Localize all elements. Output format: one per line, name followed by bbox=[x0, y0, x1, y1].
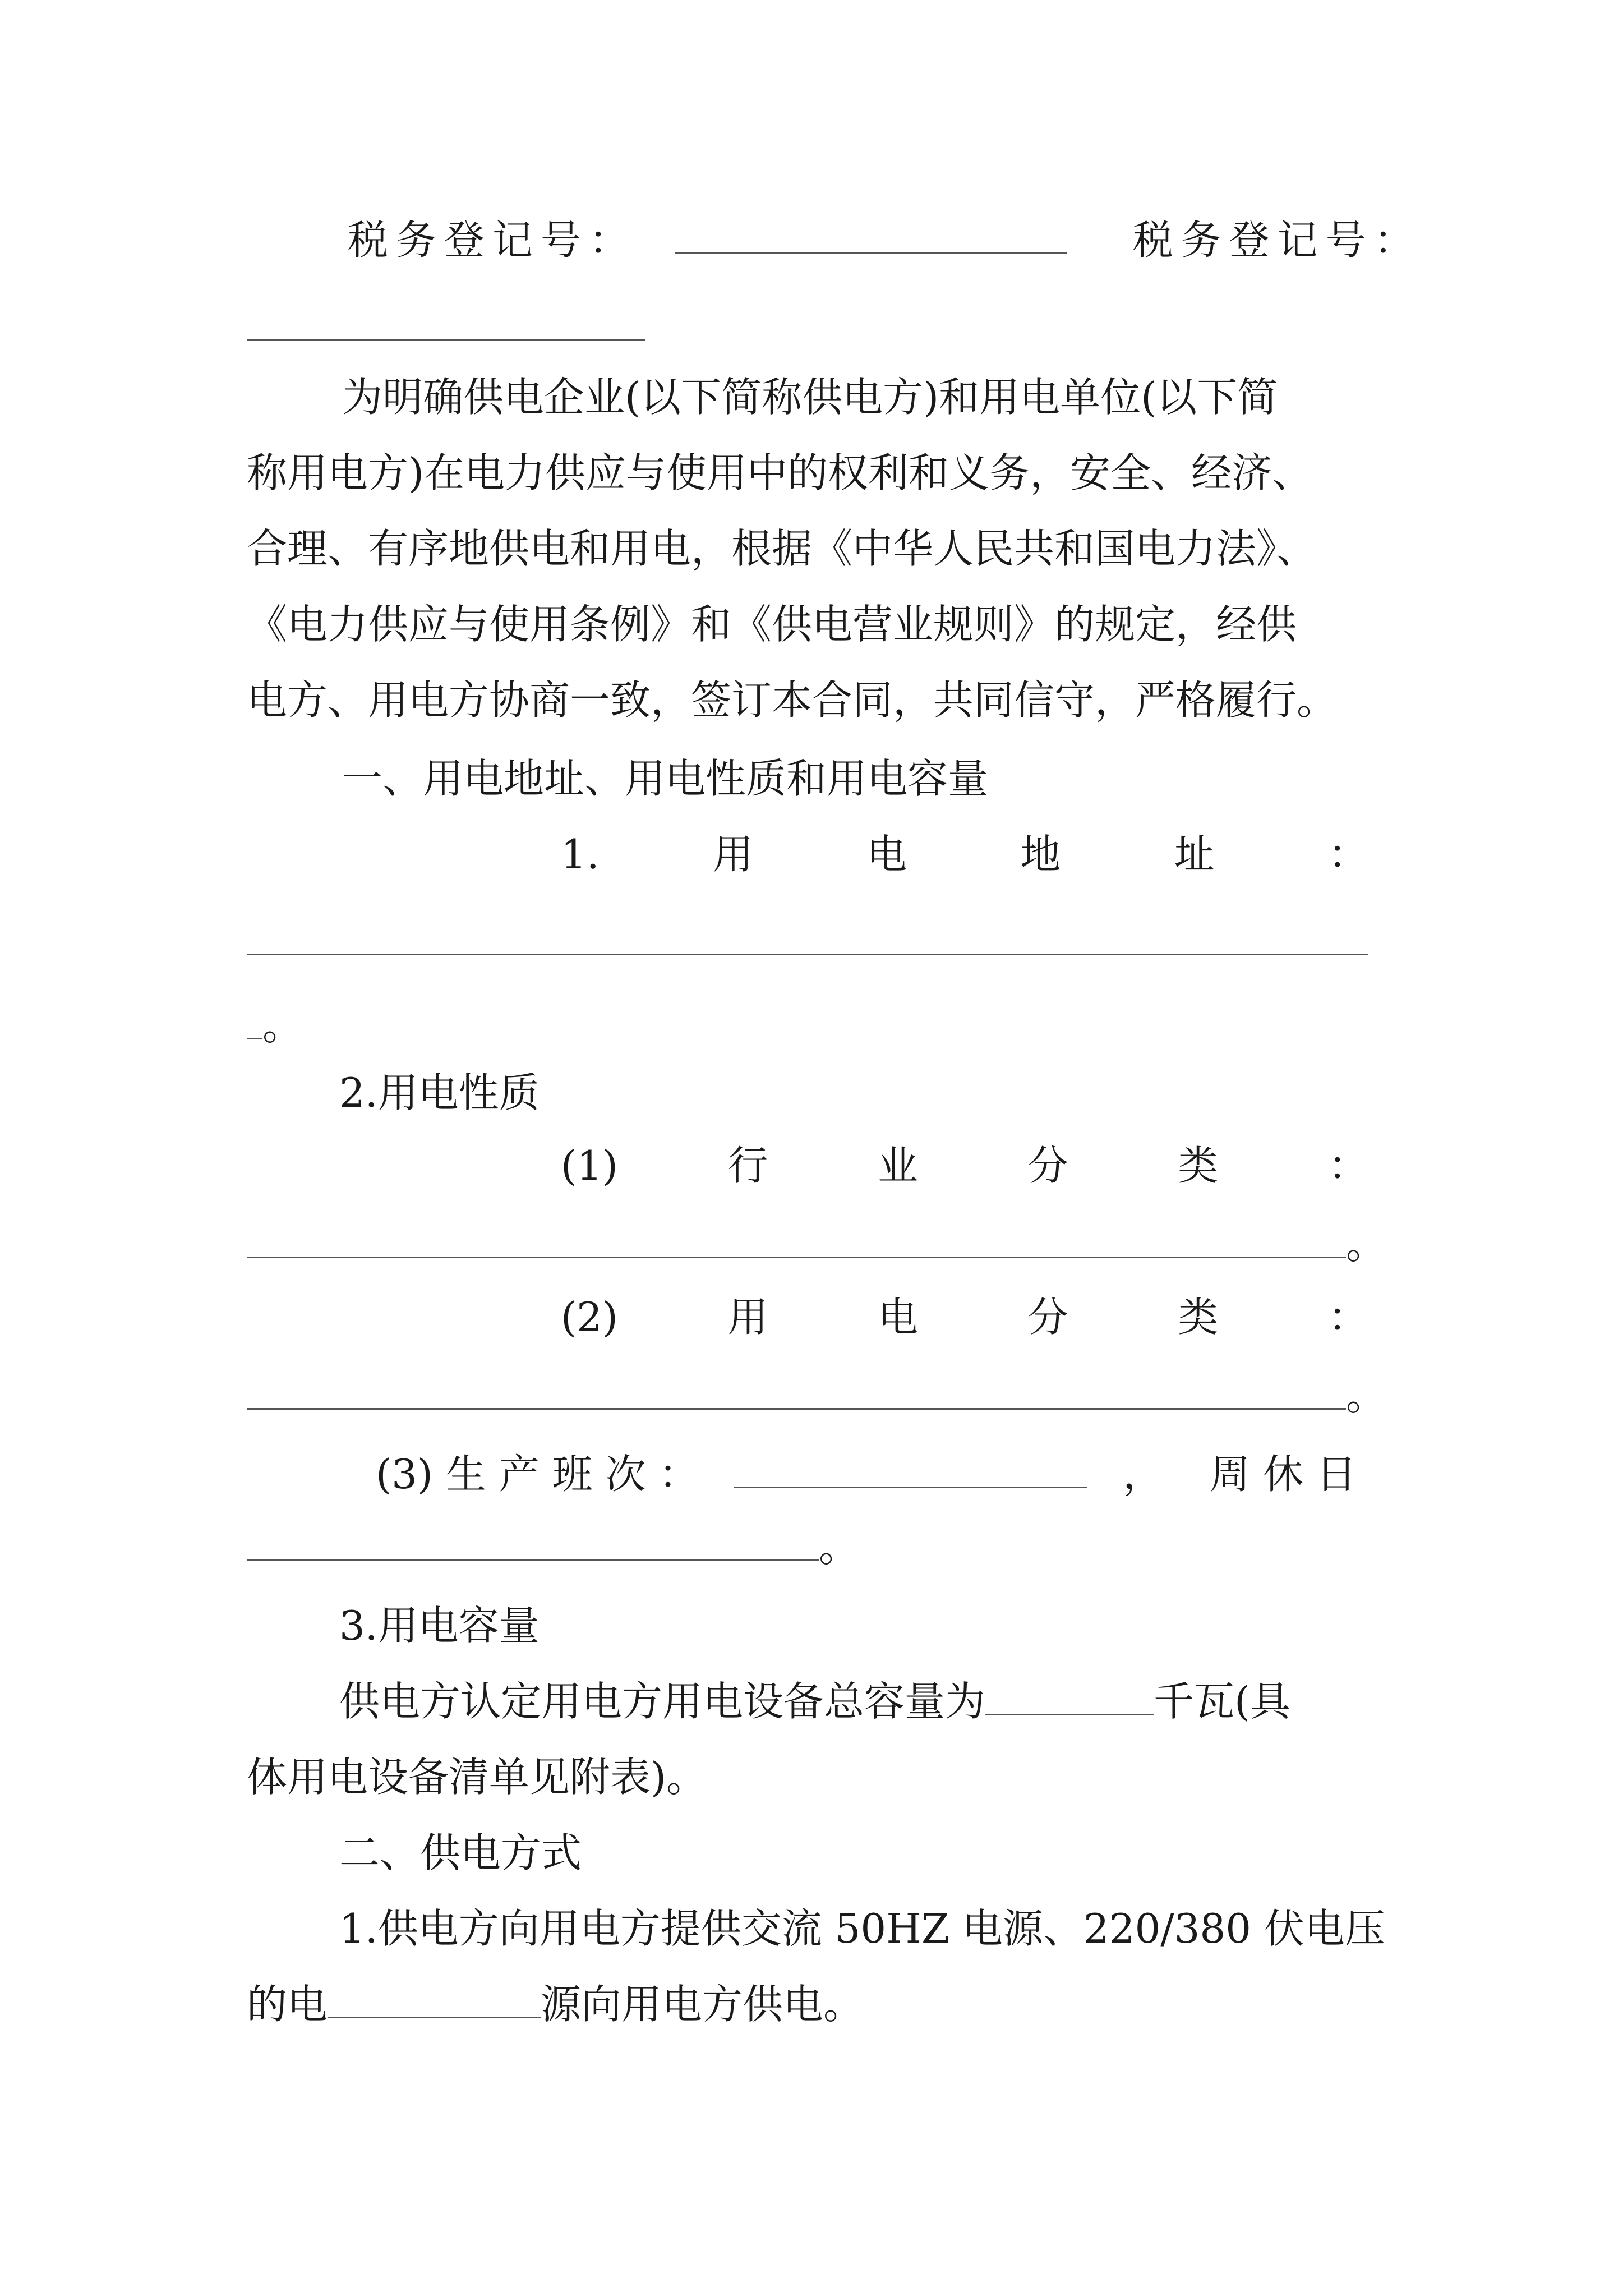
supply-text-c: 源向用电方供电。 bbox=[541, 1981, 864, 2028]
usage-category-label-part: 类 bbox=[1178, 1294, 1219, 1341]
usage-category-label-part: 分 bbox=[1027, 1294, 1068, 1341]
usage-category-field-row bbox=[247, 1369, 1402, 1425]
tax-label-right: 税务登记号： bbox=[1132, 217, 1422, 264]
industry-end: 。 bbox=[1346, 1221, 1387, 1268]
preamble-line-4: 《电力供应与使用条例》和《供电营业规则》的规定，经供 bbox=[247, 601, 1297, 648]
industry-label-row bbox=[561, 1139, 1368, 1195]
capacity-text-b: 千瓦(具 bbox=[1154, 1678, 1291, 1725]
tax-label-left: 税务登记号： bbox=[348, 217, 638, 264]
supply-item-1-line-1: 1.供电方向用电方提供交流 50HZ 电源、220/380 伏电压 bbox=[339, 1905, 1385, 1952]
address-label-part: ： bbox=[1327, 831, 1368, 878]
usage-category-label-part: 电 bbox=[878, 1294, 919, 1341]
industry-label-part: ： bbox=[1327, 1142, 1368, 1189]
industry-label-part: 类 bbox=[1178, 1142, 1219, 1189]
address-end: 。 bbox=[262, 1002, 303, 1049]
supply-item-1-line-2 bbox=[247, 1977, 1402, 2033]
usage-category-label-part: 用 bbox=[727, 1294, 768, 1341]
industry-label-part: 业 bbox=[878, 1142, 919, 1189]
usage-category-label-part: ： bbox=[1327, 1294, 1368, 1341]
section-1-heading: 一、用电地址、用电性质和用电容量 bbox=[342, 755, 989, 802]
weekly-rest-end: 。 bbox=[819, 1524, 860, 1571]
industry-field-row bbox=[247, 1217, 1402, 1273]
address-label-part: 电 bbox=[866, 831, 907, 878]
capacity-row bbox=[339, 1674, 1495, 1731]
industry-label-part: (1) bbox=[561, 1142, 618, 1189]
industry-field[interactable] bbox=[247, 1257, 1346, 1258]
capacity-text-c: 体用电设备清单见附表)。 bbox=[247, 1754, 707, 1801]
preamble-line-5: 电方、用电方协商一致，签订本合同，共同信守，严格履行。 bbox=[247, 677, 1338, 724]
address-field[interactable] bbox=[247, 954, 1368, 955]
address-label-row bbox=[561, 827, 1368, 884]
shift-separator: ， bbox=[1123, 1451, 1164, 1498]
usage-category-label-part: (2) bbox=[561, 1294, 618, 1341]
capacity-heading: 3.用电容量 bbox=[339, 1602, 540, 1649]
tax-registration-row bbox=[348, 213, 1422, 269]
preamble-line-1: 为明确供电企业(以下简称供电方)和用电单位(以下简 bbox=[342, 374, 1278, 421]
section-2-heading: 二、供电方式 bbox=[339, 1829, 582, 1876]
industry-label-part: 行 bbox=[727, 1142, 768, 1189]
preamble-line-2: 称用电方)在电力供应与使用中的权利和义务，安全、经济、 bbox=[247, 449, 1313, 496]
supply-voltage-field[interactable] bbox=[328, 2017, 541, 2018]
weekly-rest-label: 周 休 日 bbox=[1210, 1451, 1357, 1498]
usage-category-field[interactable] bbox=[247, 1408, 1346, 1410]
weekly-rest-field[interactable] bbox=[247, 1559, 819, 1561]
shift-field[interactable] bbox=[734, 1487, 1087, 1488]
supply-text-b: 的电 bbox=[247, 1981, 328, 2028]
industry-label-part: 分 bbox=[1027, 1142, 1068, 1189]
shift-label: (3) 生 产 班 次 ： bbox=[376, 1451, 699, 1498]
shift-row bbox=[376, 1447, 1385, 1503]
tax-number-field-left[interactable] bbox=[675, 252, 1067, 254]
usage-category-end: 。 bbox=[1346, 1372, 1387, 1419]
address-field-tail[interactable] bbox=[247, 1038, 262, 1039]
capacity-field[interactable] bbox=[985, 1714, 1154, 1715]
tax-number-field-right[interactable] bbox=[247, 339, 645, 341]
address-label-part: 用 bbox=[712, 831, 753, 878]
address-label-part: 1. bbox=[561, 831, 600, 878]
capacity-text-a: 供电方认定用电方用电设备总容量为 bbox=[339, 1678, 986, 1725]
address-label-part: 地 bbox=[1020, 831, 1061, 878]
usage-category-label-row bbox=[561, 1290, 1368, 1346]
usage-nature-heading: 2.用电性质 bbox=[339, 1069, 540, 1116]
weekly-rest-field-row bbox=[247, 1520, 1402, 1576]
address-end-row bbox=[247, 999, 1402, 1055]
address-label-part: 址 bbox=[1174, 831, 1215, 878]
preamble-line-3: 合理、有序地供电和用电，根据《中华人民共和国电力法》、 bbox=[247, 525, 1317, 572]
